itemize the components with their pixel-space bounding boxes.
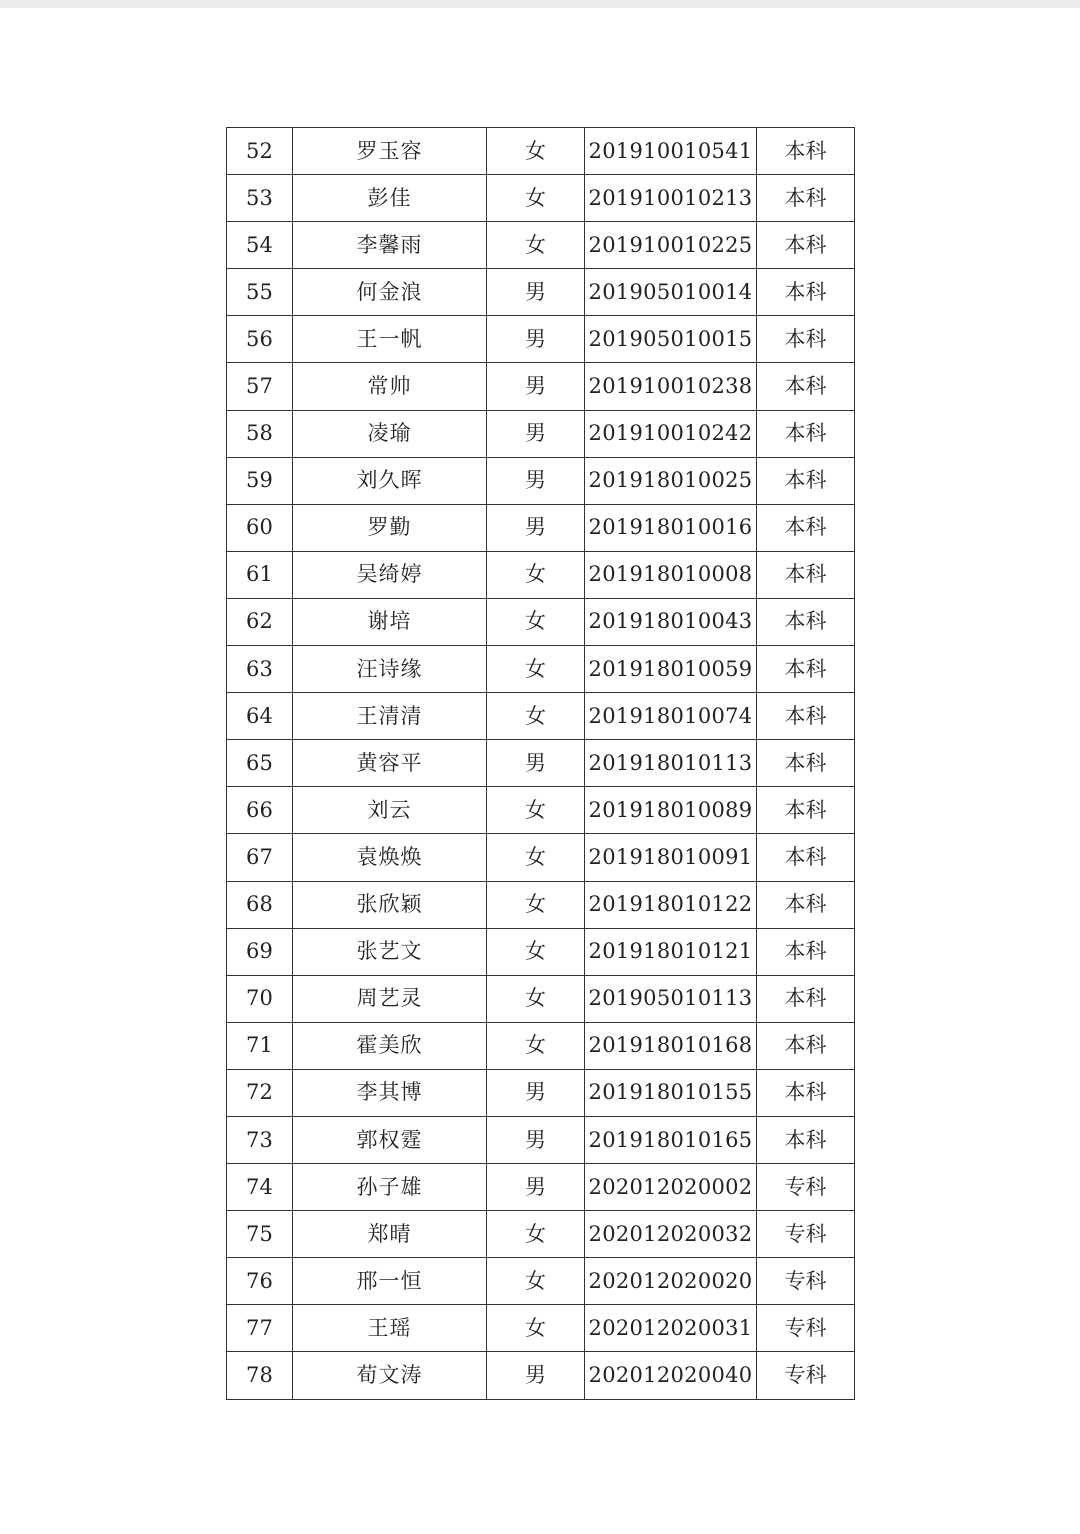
student-name-cell: 常帅 bbox=[293, 363, 487, 410]
student-name-cell: 霍美欣 bbox=[293, 1022, 487, 1069]
education-level-cell: 专科 bbox=[757, 1164, 855, 1211]
table-row bbox=[227, 1069, 855, 1116]
education-level-cell: 专科 bbox=[757, 1305, 855, 1352]
student-id-cell: 201918010089 bbox=[585, 787, 757, 834]
education-level-cell: 本科 bbox=[757, 1022, 855, 1069]
student-id-cell: 201918010008 bbox=[585, 551, 757, 598]
student-id-cell: 201910010225 bbox=[585, 222, 757, 269]
viewer-top-strip bbox=[0, 0, 1080, 8]
student-name-cell: 孙子雄 bbox=[293, 1164, 487, 1211]
table-row bbox=[227, 787, 855, 834]
gender-cell: 男 bbox=[487, 740, 585, 787]
row-number-cell: 66 bbox=[227, 787, 293, 834]
student-id-cell: 202012020002 bbox=[585, 1164, 757, 1211]
student-id-cell: 201910010242 bbox=[585, 410, 757, 457]
gender-cell: 女 bbox=[487, 175, 585, 222]
row-number-cell: 60 bbox=[227, 504, 293, 551]
student-id-cell: 202012020032 bbox=[585, 1211, 757, 1258]
gender-cell: 男 bbox=[487, 410, 585, 457]
gender-cell: 女 bbox=[487, 975, 585, 1022]
education-level-cell: 专科 bbox=[757, 1211, 855, 1258]
row-number-cell: 59 bbox=[227, 457, 293, 504]
student-id-cell: 201918010168 bbox=[585, 1022, 757, 1069]
gender-cell: 男 bbox=[487, 269, 585, 316]
student-id-cell: 201918010016 bbox=[585, 504, 757, 551]
education-level-cell: 本科 bbox=[757, 175, 855, 222]
student-id-cell: 202012020040 bbox=[585, 1352, 757, 1399]
table-row bbox=[227, 834, 855, 881]
row-number-cell: 54 bbox=[227, 222, 293, 269]
student-name-cell: 王清清 bbox=[293, 693, 487, 740]
row-number-cell: 61 bbox=[227, 551, 293, 598]
student-name-cell: 李馨雨 bbox=[293, 222, 487, 269]
table-row bbox=[227, 1164, 855, 1211]
table-row bbox=[227, 740, 855, 787]
student-name-cell: 周艺灵 bbox=[293, 975, 487, 1022]
gender-cell: 女 bbox=[487, 551, 585, 598]
student-name-cell: 郑晴 bbox=[293, 1211, 487, 1258]
gender-cell: 男 bbox=[487, 504, 585, 551]
student-id-cell: 201918010122 bbox=[585, 881, 757, 928]
education-level-cell: 本科 bbox=[757, 693, 855, 740]
student-id-cell: 201918010165 bbox=[585, 1116, 757, 1163]
row-number-cell: 78 bbox=[227, 1352, 293, 1399]
row-number-cell: 63 bbox=[227, 646, 293, 693]
education-level-cell: 本科 bbox=[757, 316, 855, 363]
row-number-cell: 73 bbox=[227, 1116, 293, 1163]
gender-cell: 男 bbox=[487, 363, 585, 410]
education-level-cell: 专科 bbox=[757, 1352, 855, 1399]
row-number-cell: 70 bbox=[227, 975, 293, 1022]
education-level-cell: 本科 bbox=[757, 504, 855, 551]
gender-cell: 男 bbox=[487, 1069, 585, 1116]
table-row bbox=[227, 975, 855, 1022]
table-row bbox=[227, 646, 855, 693]
education-level-cell: 本科 bbox=[757, 646, 855, 693]
row-number-cell: 57 bbox=[227, 363, 293, 410]
document-page bbox=[226, 127, 855, 1400]
student-name-cell: 汪诗缘 bbox=[293, 646, 487, 693]
roster-body bbox=[227, 128, 855, 1400]
student-id-cell: 201918010025 bbox=[585, 457, 757, 504]
student-name-cell: 郭权霆 bbox=[293, 1116, 487, 1163]
education-level-cell: 本科 bbox=[757, 457, 855, 504]
student-name-cell: 王瑶 bbox=[293, 1305, 487, 1352]
student-name-cell: 王一帆 bbox=[293, 316, 487, 363]
student-name-cell: 刘云 bbox=[293, 787, 487, 834]
student-id-cell: 201910010238 bbox=[585, 363, 757, 410]
student-name-cell: 何金浪 bbox=[293, 269, 487, 316]
row-number-cell: 58 bbox=[227, 410, 293, 457]
education-level-cell: 本科 bbox=[757, 598, 855, 645]
education-level-cell: 本科 bbox=[757, 363, 855, 410]
row-number-cell: 55 bbox=[227, 269, 293, 316]
row-number-cell: 53 bbox=[227, 175, 293, 222]
education-level-cell: 本科 bbox=[757, 834, 855, 881]
student-name-cell: 谢培 bbox=[293, 598, 487, 645]
education-level-cell: 本科 bbox=[757, 410, 855, 457]
table-row bbox=[227, 175, 855, 222]
gender-cell: 女 bbox=[487, 834, 585, 881]
table-row bbox=[227, 1352, 855, 1399]
education-level-cell: 本科 bbox=[757, 551, 855, 598]
education-level-cell: 本科 bbox=[757, 1116, 855, 1163]
student-name-cell: 李其博 bbox=[293, 1069, 487, 1116]
student-name-cell: 刘久晖 bbox=[293, 457, 487, 504]
table-row bbox=[227, 1305, 855, 1352]
gender-cell: 女 bbox=[487, 787, 585, 834]
row-number-cell: 56 bbox=[227, 316, 293, 363]
gender-cell: 女 bbox=[487, 1211, 585, 1258]
row-number-cell: 72 bbox=[227, 1069, 293, 1116]
student-id-cell: 201905010113 bbox=[585, 975, 757, 1022]
table-row bbox=[227, 1022, 855, 1069]
table-row bbox=[227, 128, 855, 175]
table-row bbox=[227, 363, 855, 410]
student-id-cell: 201910010213 bbox=[585, 175, 757, 222]
student-name-cell: 罗勤 bbox=[293, 504, 487, 551]
education-level-cell: 专科 bbox=[757, 1258, 855, 1305]
student-id-cell: 201918010043 bbox=[585, 598, 757, 645]
table-row bbox=[227, 881, 855, 928]
student-roster-table bbox=[226, 127, 855, 1400]
gender-cell: 女 bbox=[487, 222, 585, 269]
table-row bbox=[227, 316, 855, 363]
gender-cell: 女 bbox=[487, 1305, 585, 1352]
row-number-cell: 67 bbox=[227, 834, 293, 881]
gender-cell: 女 bbox=[487, 128, 585, 175]
student-name-cell: 张欣颖 bbox=[293, 881, 487, 928]
student-id-cell: 201905010015 bbox=[585, 316, 757, 363]
table-row bbox=[227, 222, 855, 269]
gender-cell: 女 bbox=[487, 646, 585, 693]
gender-cell: 女 bbox=[487, 881, 585, 928]
table-row bbox=[227, 551, 855, 598]
student-id-cell: 201918010091 bbox=[585, 834, 757, 881]
education-level-cell: 本科 bbox=[757, 128, 855, 175]
education-level-cell: 本科 bbox=[757, 1069, 855, 1116]
row-number-cell: 65 bbox=[227, 740, 293, 787]
table-row bbox=[227, 410, 855, 457]
education-level-cell: 本科 bbox=[757, 740, 855, 787]
row-number-cell: 62 bbox=[227, 598, 293, 645]
table-row bbox=[227, 928, 855, 975]
education-level-cell: 本科 bbox=[757, 269, 855, 316]
student-name-cell: 彭佳 bbox=[293, 175, 487, 222]
student-id-cell: 201918010059 bbox=[585, 646, 757, 693]
gender-cell: 女 bbox=[487, 1258, 585, 1305]
student-id-cell: 201918010074 bbox=[585, 693, 757, 740]
student-name-cell: 张艺文 bbox=[293, 928, 487, 975]
row-number-cell: 52 bbox=[227, 128, 293, 175]
education-level-cell: 本科 bbox=[757, 975, 855, 1022]
table-row bbox=[227, 457, 855, 504]
student-name-cell: 邢一恒 bbox=[293, 1258, 487, 1305]
table-row bbox=[227, 1258, 855, 1305]
education-level-cell: 本科 bbox=[757, 881, 855, 928]
table-row bbox=[227, 1116, 855, 1163]
gender-cell: 女 bbox=[487, 598, 585, 645]
student-id-cell: 202012020031 bbox=[585, 1305, 757, 1352]
student-name-cell: 袁焕焕 bbox=[293, 834, 487, 881]
student-id-cell: 201905010014 bbox=[585, 269, 757, 316]
gender-cell: 女 bbox=[487, 928, 585, 975]
gender-cell: 男 bbox=[487, 316, 585, 363]
row-number-cell: 75 bbox=[227, 1211, 293, 1258]
student-name-cell: 吴绮婷 bbox=[293, 551, 487, 598]
gender-cell: 男 bbox=[487, 1352, 585, 1399]
table-row bbox=[227, 1211, 855, 1258]
student-name-cell: 黄容平 bbox=[293, 740, 487, 787]
student-id-cell: 201918010121 bbox=[585, 928, 757, 975]
gender-cell: 男 bbox=[487, 1116, 585, 1163]
gender-cell: 男 bbox=[487, 457, 585, 504]
education-level-cell: 本科 bbox=[757, 787, 855, 834]
row-number-cell: 71 bbox=[227, 1022, 293, 1069]
table-row bbox=[227, 269, 855, 316]
student-id-cell: 201910010541 bbox=[585, 128, 757, 175]
table-row bbox=[227, 598, 855, 645]
education-level-cell: 本科 bbox=[757, 222, 855, 269]
row-number-cell: 77 bbox=[227, 1305, 293, 1352]
gender-cell: 女 bbox=[487, 693, 585, 740]
student-id-cell: 201918010155 bbox=[585, 1069, 757, 1116]
student-name-cell: 荀文涛 bbox=[293, 1352, 487, 1399]
student-id-cell: 202012020020 bbox=[585, 1258, 757, 1305]
row-number-cell: 69 bbox=[227, 928, 293, 975]
education-level-cell: 本科 bbox=[757, 928, 855, 975]
student-name-cell: 凌瑜 bbox=[293, 410, 487, 457]
table-row bbox=[227, 504, 855, 551]
gender-cell: 女 bbox=[487, 1022, 585, 1069]
gender-cell: 男 bbox=[487, 1164, 585, 1211]
row-number-cell: 68 bbox=[227, 881, 293, 928]
row-number-cell: 74 bbox=[227, 1164, 293, 1211]
student-id-cell: 201918010113 bbox=[585, 740, 757, 787]
student-name-cell: 罗玉容 bbox=[293, 128, 487, 175]
row-number-cell: 64 bbox=[227, 693, 293, 740]
row-number-cell: 76 bbox=[227, 1258, 293, 1305]
table-row bbox=[227, 693, 855, 740]
